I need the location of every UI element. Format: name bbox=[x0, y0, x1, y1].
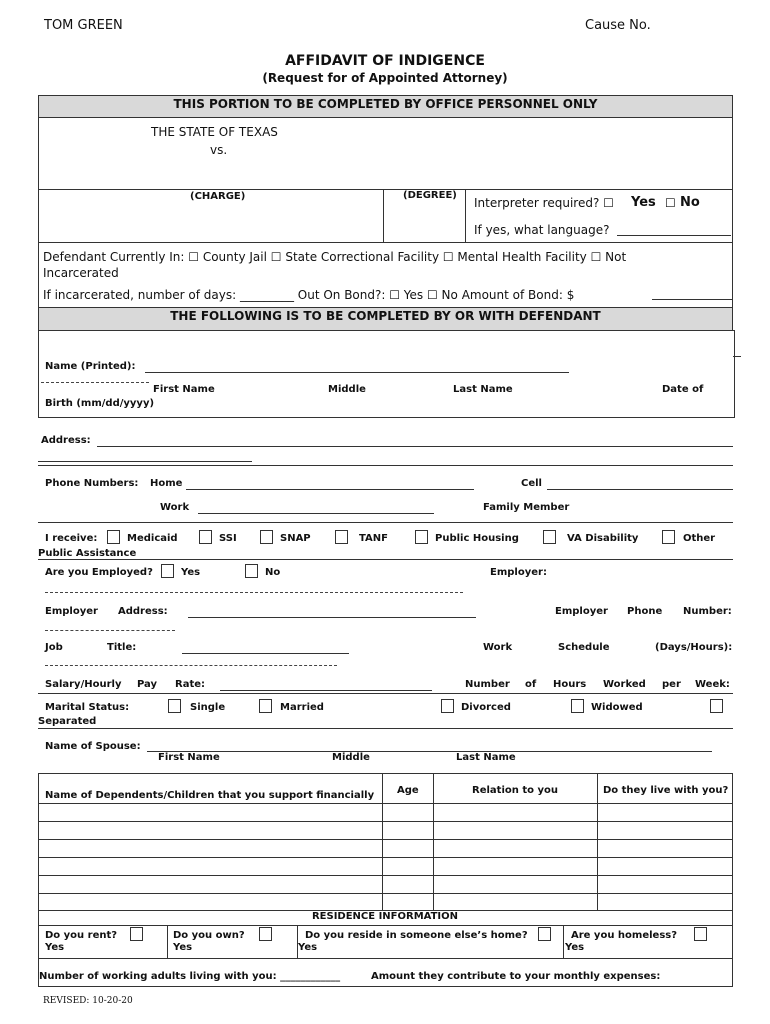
dob-label-2: Birth (mm/dd/yyyy) bbox=[45, 398, 155, 409]
dependents-live-header: Do they live with you? bbox=[603, 785, 729, 796]
employed-label: Are you Employed? bbox=[45, 567, 153, 578]
separated-checkbox[interactable] bbox=[710, 699, 723, 713]
reside-checkbox[interactable] bbox=[538, 927, 551, 941]
language-field[interactable] bbox=[617, 235, 731, 236]
separated-label: Separated bbox=[38, 716, 97, 727]
residence-band: RESIDENCE INFORMATION bbox=[311, 911, 459, 922]
va-label: VA Disability bbox=[567, 533, 639, 544]
medicaid-checkbox[interactable] bbox=[107, 530, 120, 544]
schedule-label-3: (Days/Hours): bbox=[655, 642, 733, 653]
defendant-band bbox=[38, 307, 733, 331]
job-label-2: Title: bbox=[107, 642, 137, 653]
middle-name-label: Middle bbox=[328, 384, 366, 395]
hours-label-1: Number bbox=[465, 679, 510, 690]
divorced-checkbox[interactable] bbox=[441, 699, 454, 713]
employer-phone-label-3: Number: bbox=[683, 606, 732, 617]
bond-amount-field[interactable] bbox=[652, 299, 732, 300]
home-phone-field[interactable] bbox=[186, 489, 474, 490]
spouse-label: Name of Spouse: bbox=[45, 741, 141, 752]
family-phone-label: Family Member bbox=[483, 502, 570, 513]
address-label: Address: bbox=[41, 435, 91, 446]
own-label: Do you own? bbox=[173, 930, 245, 941]
tanf-label: TANF bbox=[359, 533, 388, 544]
dependents-name-header: Name of Dependents/Children that you support financially bbox=[45, 790, 375, 801]
employer-address-label-2: Address: bbox=[118, 606, 168, 617]
housing-checkbox[interactable] bbox=[415, 530, 428, 544]
language-label: If yes, what language? bbox=[474, 223, 610, 237]
va-checkbox[interactable] bbox=[543, 530, 556, 544]
employer-address-field[interactable] bbox=[188, 617, 476, 618]
interpreter-no-box[interactable]: ☐ bbox=[665, 196, 676, 210]
snap-checkbox[interactable] bbox=[260, 530, 273, 544]
state-label: THE STATE OF TEXAS bbox=[151, 125, 278, 139]
married-checkbox[interactable] bbox=[259, 699, 272, 713]
working-adults-label[interactable]: Number of working adults living with you: ____________ bbox=[39, 971, 341, 982]
interpreter-no[interactable]: No bbox=[680, 195, 700, 210]
spouse-middle-label: Middle bbox=[332, 752, 370, 763]
receive-label: I receive: bbox=[45, 533, 98, 544]
last-name-label: Last Name bbox=[453, 384, 513, 395]
snap-label: SNAP bbox=[280, 533, 311, 544]
ssi-checkbox[interactable] bbox=[199, 530, 212, 544]
interpreter-label: Interpreter required? ☐ bbox=[474, 196, 614, 210]
office-band-text: THIS PORTION TO BE COMPLETED BY OFFICE PERSONNEL ONLY bbox=[173, 97, 598, 111]
job-label-1: Job bbox=[45, 642, 63, 653]
homeless-checkbox[interactable] bbox=[694, 927, 707, 941]
own-yes: Yes bbox=[173, 942, 193, 953]
marital-label: Marital Status: bbox=[45, 702, 130, 713]
job-title-field[interactable] bbox=[182, 653, 349, 654]
employer-phone-label-2: Phone bbox=[627, 606, 663, 617]
custody-line1[interactable]: Defendant Currently In: ☐ County Jail ☐ State Correctional Facility ☐ Mental Health Facility ☐ Not bbox=[43, 250, 627, 264]
defendant-band-text: THE FOLLOWING IS TO BE COMPLETED BY OR WITH DEFENDANT bbox=[170, 309, 601, 323]
employer-address-label-1: Employer bbox=[45, 606, 98, 617]
office-band bbox=[38, 95, 733, 118]
spouse-field[interactable] bbox=[147, 751, 712, 752]
revised-date: REVISED: 10-20-20 bbox=[43, 996, 133, 1006]
first-name-label: First Name bbox=[153, 384, 215, 395]
schedule-field[interactable] bbox=[45, 665, 337, 666]
cell-phone-label: Cell bbox=[521, 478, 542, 489]
hours-label-5: per bbox=[662, 679, 681, 690]
reside-label: Do you reside in someone else’s home? bbox=[305, 930, 528, 941]
medicaid-label: Medicaid bbox=[127, 533, 178, 544]
dependents-relation-header: Relation to you bbox=[472, 785, 558, 796]
homeless-label: Are you homeless? bbox=[571, 930, 678, 941]
divorced-label: Divorced bbox=[461, 702, 511, 713]
ssi-label: SSI bbox=[219, 533, 237, 544]
hours-label-3: Hours bbox=[553, 679, 587, 690]
employed-yes-checkbox[interactable] bbox=[161, 564, 174, 578]
incarcerated-days-line[interactable]: If incarcerated, number of days: _________ Out On Bond?: ☐ Yes ☐ No Amount of Bond: $ bbox=[43, 288, 575, 302]
home-phone-label: Home bbox=[150, 478, 183, 489]
county-name: TOM GREEN bbox=[44, 18, 123, 33]
employer-field[interactable] bbox=[45, 592, 463, 593]
hours-label-6: Week: bbox=[695, 679, 730, 690]
dependents-age-header: Age bbox=[397, 785, 419, 796]
salary-label-3: Rate: bbox=[175, 679, 206, 690]
other-label-2: Public Assistance bbox=[38, 548, 137, 559]
charge-label: (CHARGE) bbox=[190, 191, 246, 202]
custody-line2: Incarcerated bbox=[43, 266, 119, 280]
salary-label-1: Salary/Hourly bbox=[45, 679, 122, 690]
employed-no-checkbox[interactable] bbox=[245, 564, 258, 578]
hours-label-2: of bbox=[525, 679, 537, 690]
rent-yes: Yes bbox=[45, 942, 65, 953]
cause-number-label: Cause No. bbox=[585, 18, 651, 33]
employer-phone-field[interactable] bbox=[45, 630, 175, 631]
contribute-label: Amount they contribute to your monthly expenses: bbox=[371, 971, 661, 982]
degree-label: (DEGREE) bbox=[403, 190, 457, 201]
widowed-label: Widowed bbox=[591, 702, 643, 713]
name-label: Name (Printed): bbox=[45, 361, 136, 372]
employer-phone-label-1: Employer bbox=[555, 606, 608, 617]
spouse-first-label: First Name bbox=[158, 752, 220, 763]
schedule-label-2: Schedule bbox=[558, 642, 610, 653]
salary-label-2: Pay bbox=[137, 679, 158, 690]
cell-phone-field[interactable] bbox=[547, 489, 733, 490]
vs-label: vs. bbox=[210, 143, 228, 157]
married-label: Married bbox=[280, 702, 324, 713]
form-title: AFFIDAVIT OF INDIGENCE bbox=[285, 53, 485, 69]
employer-label: Employer: bbox=[490, 567, 547, 578]
address-field[interactable] bbox=[97, 446, 733, 447]
other-label: Other bbox=[683, 533, 716, 544]
salary-field[interactable] bbox=[220, 690, 432, 691]
schedule-label-1: Work bbox=[483, 642, 513, 653]
name-field[interactable] bbox=[145, 372, 569, 373]
employed-yes-label: Yes bbox=[181, 567, 201, 578]
phone-label: Phone Numbers: bbox=[45, 478, 139, 489]
single-checkbox[interactable] bbox=[168, 699, 181, 713]
tanf-checkbox[interactable] bbox=[335, 530, 348, 544]
other-checkbox[interactable] bbox=[662, 530, 675, 544]
interpreter-yes[interactable]: Yes bbox=[631, 195, 656, 210]
address-field-2[interactable] bbox=[38, 461, 252, 462]
spouse-last-label: Last Name bbox=[456, 752, 516, 763]
rent-label: Do you rent? bbox=[45, 930, 118, 941]
work-phone-label: Work bbox=[160, 502, 190, 513]
dob-label-1: Date of bbox=[662, 384, 704, 395]
single-label: Single bbox=[190, 702, 226, 713]
housing-label: Public Housing bbox=[435, 533, 519, 544]
case-caption-box bbox=[38, 117, 733, 190]
form-subtitle: (Request for of Appointed Attorney) bbox=[262, 71, 508, 85]
homeless-yes: Yes bbox=[565, 942, 585, 953]
widowed-checkbox[interactable] bbox=[571, 699, 584, 713]
reside-yes: Yes bbox=[298, 942, 318, 953]
own-checkbox[interactable] bbox=[259, 927, 272, 941]
employed-no-label: No bbox=[265, 567, 281, 578]
rent-checkbox[interactable] bbox=[130, 927, 143, 941]
work-phone-field[interactable] bbox=[198, 513, 434, 514]
hours-label-4: Worked bbox=[603, 679, 646, 690]
